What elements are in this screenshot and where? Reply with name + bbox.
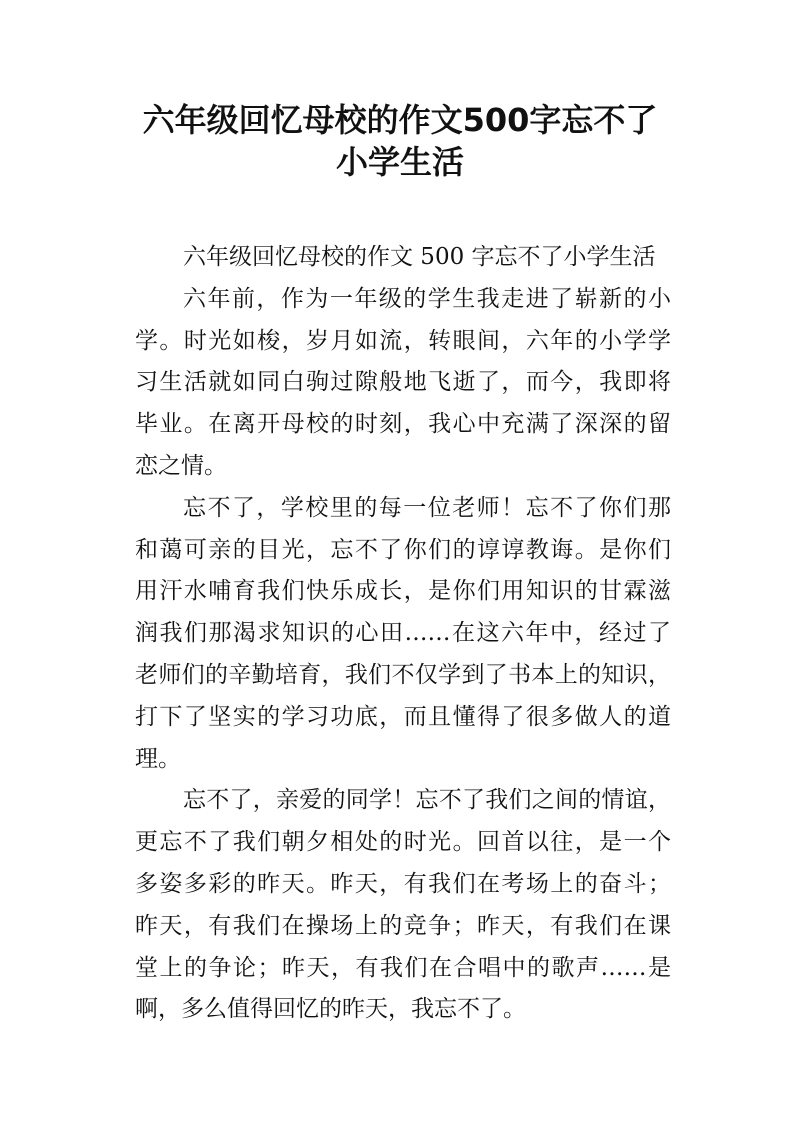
body-line: 六年前，作为一年级的学生我走进了崭新的小 bbox=[183, 285, 671, 312]
body-line: 习生活就如同白驹过隙般地飞逝了，而今，我即将 bbox=[135, 369, 671, 396]
document-body bbox=[135, 237, 671, 1031]
body-line: 学。时光如梭，岁月如流，转眼间，六年的小学学 bbox=[135, 327, 671, 354]
document-title-line-2: 小学生活 bbox=[335, 143, 464, 181]
body-line: 堂上的争论；昨天，有我们在合唱中的歌声……是 bbox=[135, 954, 671, 981]
body-line: 理。 bbox=[135, 745, 181, 772]
body-line: 昨天，有我们在操场上的竞争；昨天，有我们在课 bbox=[135, 912, 671, 939]
body-line: 多姿多彩的昨天。昨天，有我们在考场上的奋斗； bbox=[135, 870, 671, 897]
body-line: 恋之情。 bbox=[135, 452, 227, 479]
body-line: 老师们的辛勤培育，我们不仅学到了书本上的知识， bbox=[135, 661, 671, 688]
document-title-line-1: 六年级回忆母校的作文500字忘不了 bbox=[142, 101, 658, 139]
body-line: 用汗水哺育我们快乐成长，是你们用知识的甘霖滋 bbox=[135, 578, 671, 605]
body-line: 啊，多么值得回忆的昨天，我忘不了。 bbox=[135, 996, 526, 1023]
body-line: 毕业。在离开母校的时刻，我心中充满了深深的留 bbox=[135, 411, 671, 438]
body-line: 更忘不了我们朝夕相处的时光。回首以往，是一个 bbox=[135, 829, 671, 856]
body-line: 忘不了，亲爱的同学！忘不了我们之间的情谊， bbox=[183, 787, 671, 814]
body-line: 六年级回忆母校的作文 500 字忘不了小学生活 bbox=[183, 244, 656, 270]
body-line: 忘不了，学校里的每一位老师！忘不了你们那 bbox=[183, 494, 671, 521]
body-line: 打下了坚实的学习功底，而且懂得了很多做人的道 bbox=[135, 703, 671, 730]
body-line: 和蔼可亲的目光，忘不了你们的谆谆教诲。是你们 bbox=[135, 536, 671, 563]
body-line: 润我们那渴求知识的心田……在这六年中，经过了 bbox=[135, 620, 671, 647]
